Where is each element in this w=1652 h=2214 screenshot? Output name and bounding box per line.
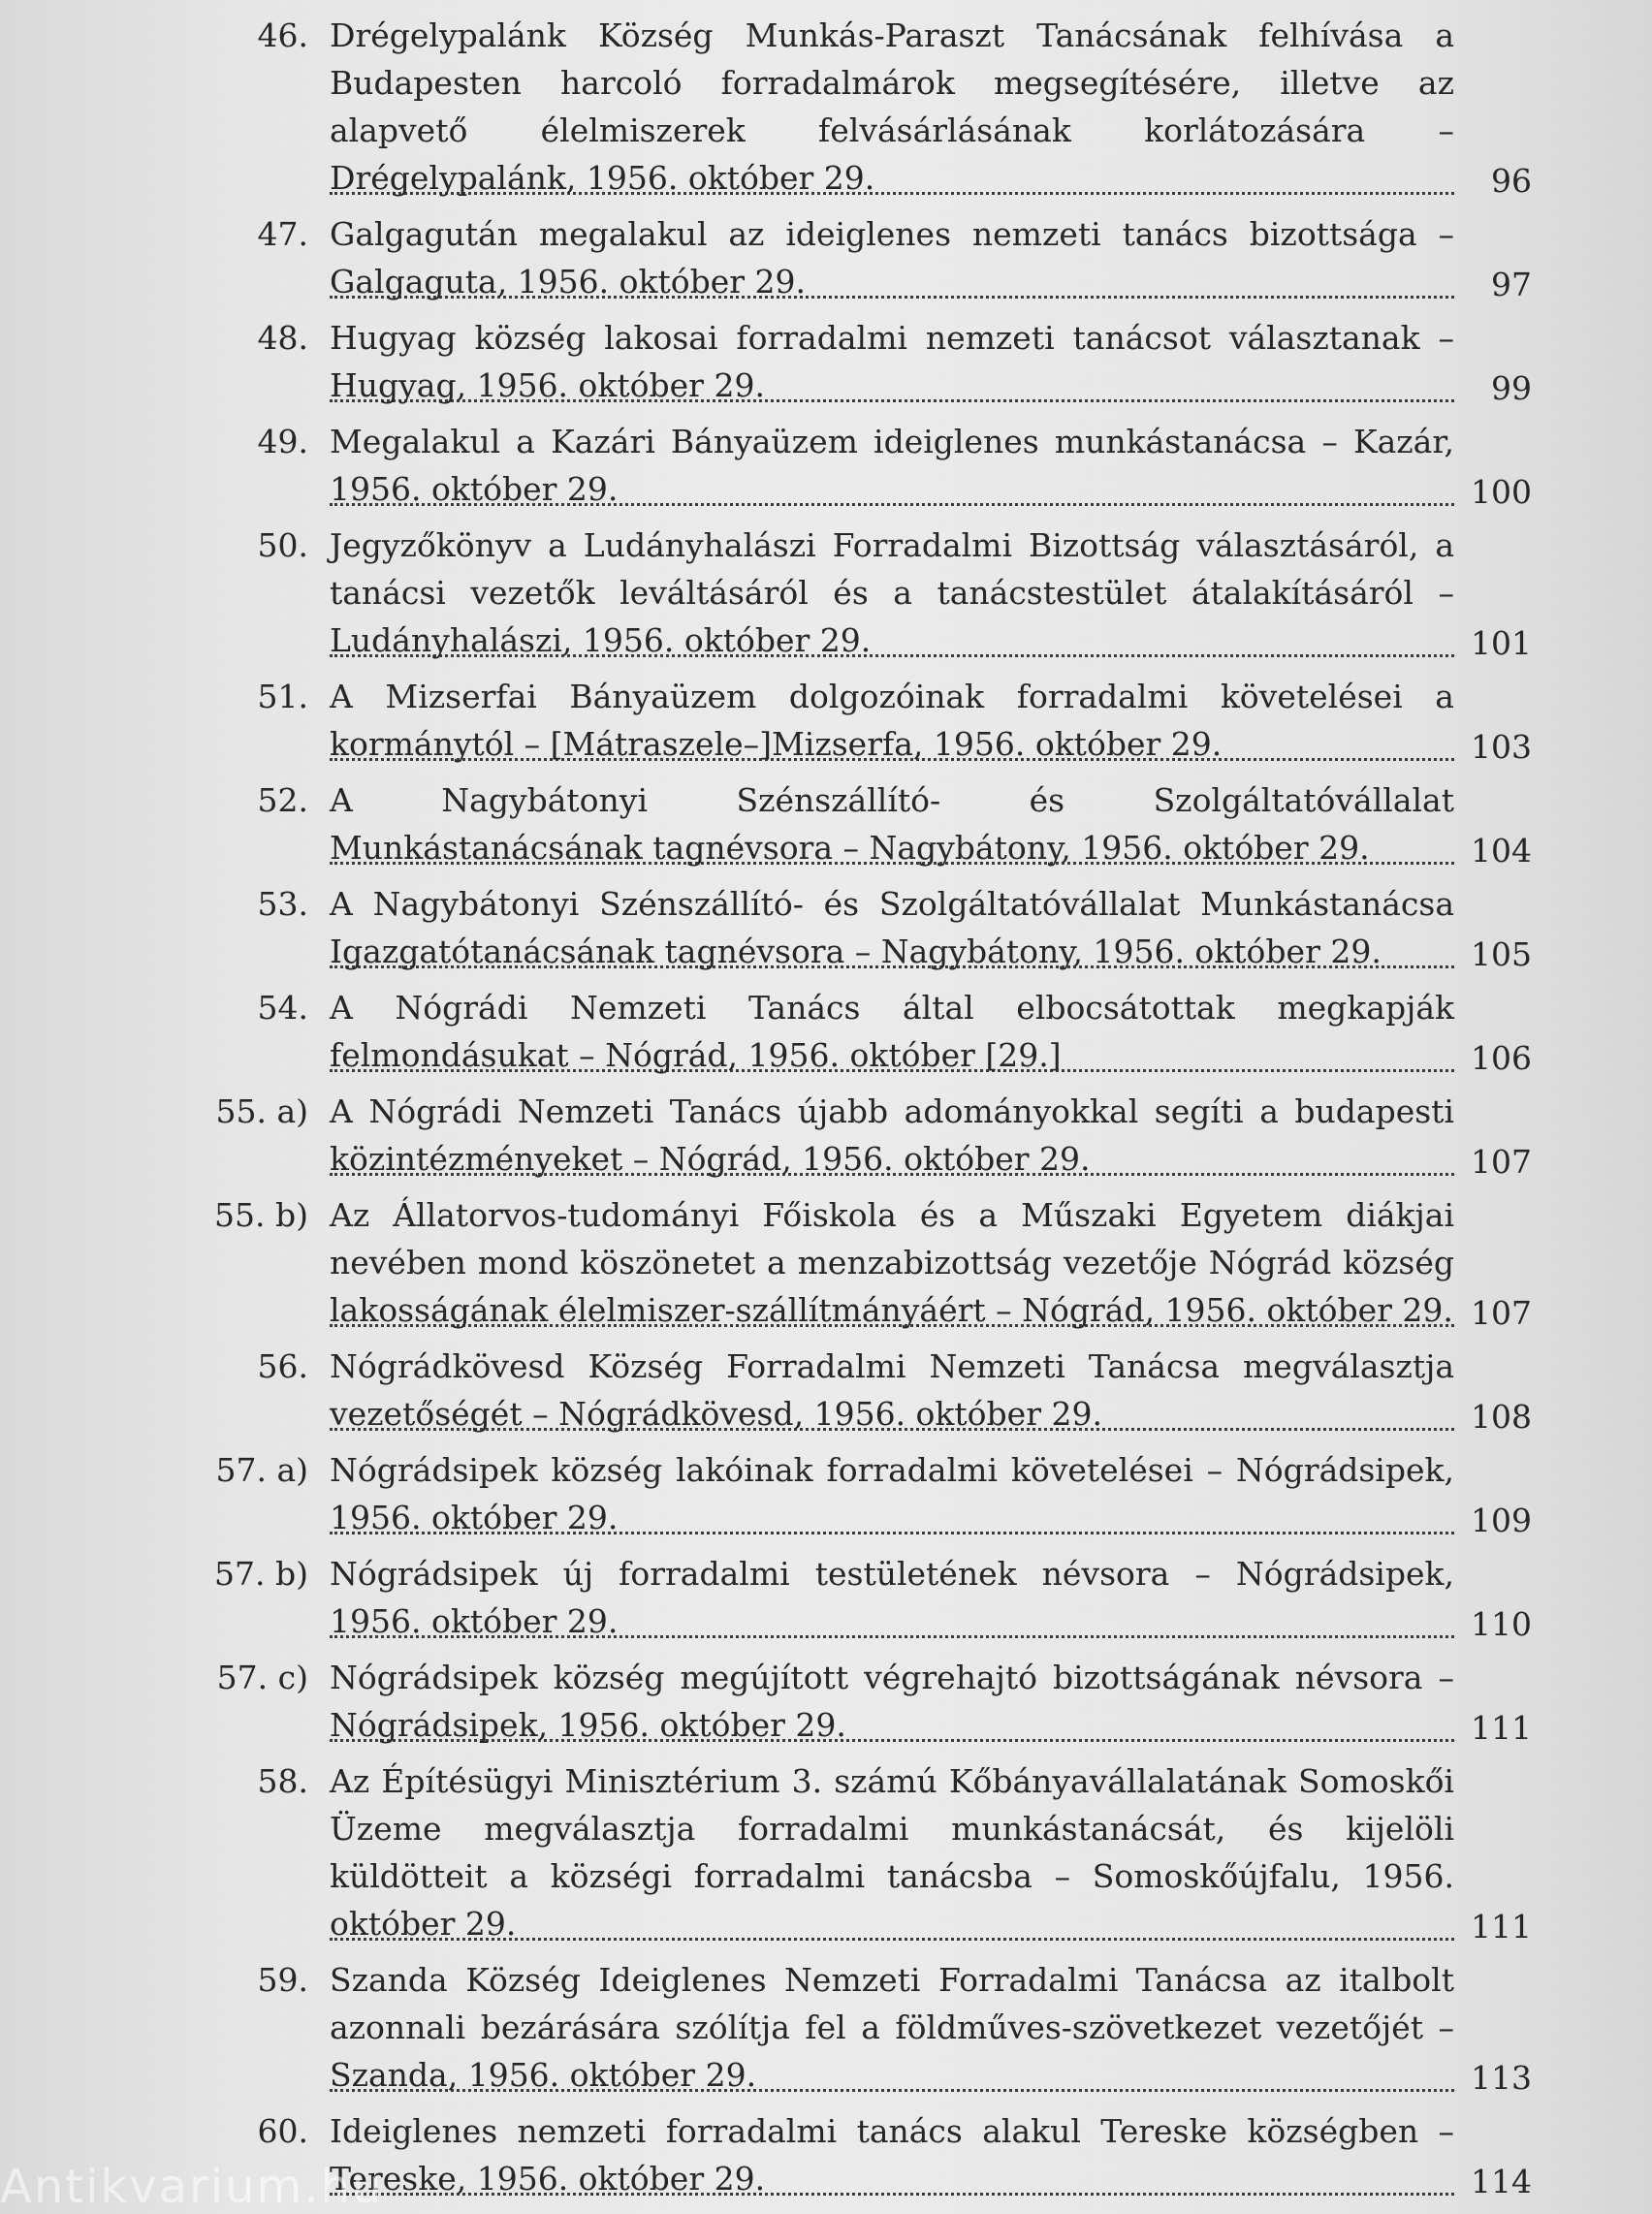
entry-title: Ideiglenes nemzeti forradalmi tanács alakul Tereske községben – Tereske, 1956. október 29. bbox=[330, 2112, 1454, 2198]
entry-number: 49. bbox=[257, 423, 308, 460]
entry-body bbox=[330, 880, 1454, 978]
toc-entry bbox=[194, 1956, 1532, 2102]
entry-number: 50. bbox=[257, 526, 308, 564]
toc-entry bbox=[194, 418, 1532, 516]
entry-page-number: 111 bbox=[1471, 1908, 1532, 1945]
entry-body bbox=[330, 12, 1454, 205]
entry-number: 55. b) bbox=[214, 1196, 308, 1234]
entry-number: 56. bbox=[257, 1347, 308, 1385]
toc-entry bbox=[194, 1757, 1532, 1950]
entry-page-number: 109 bbox=[1471, 1502, 1532, 1539]
entry-body bbox=[330, 418, 1454, 516]
entry-page-number: 105 bbox=[1471, 935, 1532, 973]
entry-body bbox=[330, 314, 1454, 412]
entry-page-number: 107 bbox=[1471, 1294, 1532, 1332]
entry-page-number: 110 bbox=[1471, 1605, 1532, 1643]
entry-number: 57. a) bbox=[215, 1451, 308, 1489]
entry-page-number: 103 bbox=[1471, 728, 1532, 766]
table-of-contents bbox=[194, 12, 1532, 2211]
entry-body bbox=[330, 1956, 1454, 2102]
entry-title: Nógrádsipek új forradalmi testületének névsora – Nógrádsipek, 1956. október 29. bbox=[330, 1555, 1454, 1640]
entry-title: Nógrádkövesd Község Forradalmi Nemzeti Tanácsa megválasztja vezetőségét – Nógrádkövesd, 1956. október 29. bbox=[330, 1347, 1454, 1433]
entry-number: 51. bbox=[257, 678, 308, 715]
toc-entry bbox=[194, 1654, 1532, 1752]
entry-title: A Nógrádi Nemzeti Tanács újabb adományokkal segíti a budapesti közintézményeket – Nógrád, 1956. október 29. bbox=[330, 1092, 1454, 1178]
entry-body bbox=[330, 1757, 1454, 1950]
entry-body bbox=[330, 1343, 1454, 1440]
entry-number: 52. bbox=[257, 781, 308, 819]
entry-number: 47. bbox=[257, 215, 308, 253]
toc-entry bbox=[194, 880, 1532, 978]
entry-body bbox=[330, 522, 1454, 667]
toc-entry bbox=[194, 1343, 1532, 1440]
entry-body bbox=[330, 1550, 1454, 1648]
entry-page-number: 106 bbox=[1471, 1039, 1532, 1077]
entry-body bbox=[330, 1088, 1454, 1186]
entry-number: 59. bbox=[257, 1961, 308, 1999]
entry-title: A Nagybátonyi Szénszállító- és Szolgáltatóvállalat Munkástanácsának tagnévsora – Nagybátony, 1956. október 29. bbox=[330, 781, 1454, 867]
entry-number: 55. a) bbox=[215, 1092, 308, 1130]
toc-entry bbox=[194, 1191, 1532, 1337]
entry-body bbox=[330, 984, 1454, 1082]
toc-entry bbox=[194, 314, 1532, 412]
entry-body bbox=[330, 776, 1454, 874]
entry-number: 57. c) bbox=[216, 1659, 308, 1696]
entry-page-number: 100 bbox=[1471, 473, 1532, 511]
watermark: Antikvarium.hu bbox=[0, 2160, 384, 2214]
entry-body bbox=[330, 1446, 1454, 1544]
entry-title: Megalakul a Kazári Bányaüzem ideiglenes munkástanácsa – Kazár, 1956. október 29. bbox=[330, 423, 1454, 508]
toc-entry bbox=[194, 984, 1532, 1082]
entry-title: Nógrádsipek község megújított végrehajtó bizottságának névsora – Nógrádsipek, 1956. október 29. bbox=[330, 1659, 1454, 1744]
entry-number: 54. bbox=[257, 989, 308, 1027]
toc-entry bbox=[194, 673, 1532, 771]
toc-entry bbox=[194, 1550, 1532, 1648]
entry-number: 58. bbox=[257, 1762, 308, 1800]
entry-page-number: 111 bbox=[1471, 1709, 1532, 1747]
entry-number: 57. b) bbox=[214, 1555, 308, 1593]
entry-page-number: 97 bbox=[1491, 266, 1532, 303]
toc-entry bbox=[194, 2107, 1532, 2205]
entry-title: A Nógrádi Nemzeti Tanács által elbocsátottak megkapják felmondásukat – Nógrád, 1956. október [29.] bbox=[330, 989, 1454, 1074]
entry-number: 60. bbox=[257, 2112, 308, 2150]
entry-title: Jegyzőkönyv a Ludányhalászi Forradalmi Bizottság választásáról, a tanácsi vezetők leváltásáról és a tanácstestület átalakításáról – Ludányhalászi, 1956. október 29. bbox=[330, 526, 1454, 659]
entry-number: 53. bbox=[257, 885, 308, 923]
entry-body bbox=[330, 673, 1454, 771]
entry-title: Hugyag község lakosai forradalmi nemzeti tanácsot választanak – Hugyag, 1956. október 29. bbox=[330, 319, 1454, 404]
entry-page-number: 104 bbox=[1471, 832, 1532, 870]
entry-title: Az Állatorvos-tudományi Főiskola és a Műszaki Egyetem diákjai nevében mond köszönetet a menzabizottság vezetője Nógrád község lakosságának élelmiszer-szállítmányáért – Nógrád, 1956. október 29. bbox=[330, 1196, 1454, 1329]
toc-entry bbox=[194, 1088, 1532, 1186]
entry-title: A Nagybátonyi Szénszállító- és Szolgáltatóvállalat Munkástanácsa Igazgatótanácsának tagnévsora – Nagybátony, 1956. október 29. bbox=[330, 885, 1454, 970]
entry-page-number: 96 bbox=[1491, 162, 1532, 200]
entry-title: Az Építésügyi Minisztérium 3. számú Kőbányavállalatának Somoskői Üzeme megválasztja forradalmi munkástanácsát, és kijelöli küldötteit a községi forradalmi tanácsba – Somoskőújfalu, 1956. október 29. bbox=[330, 1762, 1454, 1943]
entry-body bbox=[330, 1654, 1454, 1752]
toc-entry bbox=[194, 776, 1532, 874]
toc-entry bbox=[194, 12, 1532, 205]
entry-body bbox=[330, 2107, 1454, 2205]
entry-number: 48. bbox=[257, 319, 308, 357]
toc-entry bbox=[194, 1446, 1532, 1544]
toc-entry bbox=[194, 210, 1532, 308]
entry-body bbox=[330, 1191, 1454, 1337]
entry-title: Galgagután megalakul az ideiglenes nemzeti tanács bizottsága – Galgaguta, 1956. október 29. bbox=[330, 215, 1454, 300]
toc-entry bbox=[194, 522, 1532, 667]
entry-page-number: 114 bbox=[1471, 2163, 1532, 2200]
entry-number: 46. bbox=[257, 16, 308, 54]
entry-page-number: 101 bbox=[1471, 624, 1532, 662]
entry-page-number: 99 bbox=[1491, 369, 1532, 407]
entry-page-number: 108 bbox=[1471, 1398, 1532, 1436]
entry-title: Szanda Község Ideiglenes Nemzeti Forradalmi Tanácsa az italbolt azonnali bezárására szólítja fel a földműves-szövetkezet vezetőjét – Szanda, 1956. október 29. bbox=[330, 1961, 1454, 2094]
entry-page-number: 113 bbox=[1471, 2059, 1532, 2097]
entry-page-number: 107 bbox=[1471, 1143, 1532, 1181]
entry-title: Nógrádsipek község lakóinak forradalmi követelései – Nógrádsipek, 1956. október 29. bbox=[330, 1451, 1454, 1536]
entry-body bbox=[330, 210, 1454, 308]
entry-title: Drégelypalánk Község Munkás-Paraszt Tanácsának felhívása a Budapesten harcoló forradalmárok megsegítésére, illetve az alapvető élelmiszerek felvásárlásának korlátozására – Drégelypalánk, 1956. október 29. bbox=[330, 16, 1454, 197]
entry-title: A Mizserfai Bányaüzem dolgozóinak forradalmi követelései a kormánytól – [Mátraszele–]Mizserfa, 1956. október 29. bbox=[330, 678, 1454, 763]
